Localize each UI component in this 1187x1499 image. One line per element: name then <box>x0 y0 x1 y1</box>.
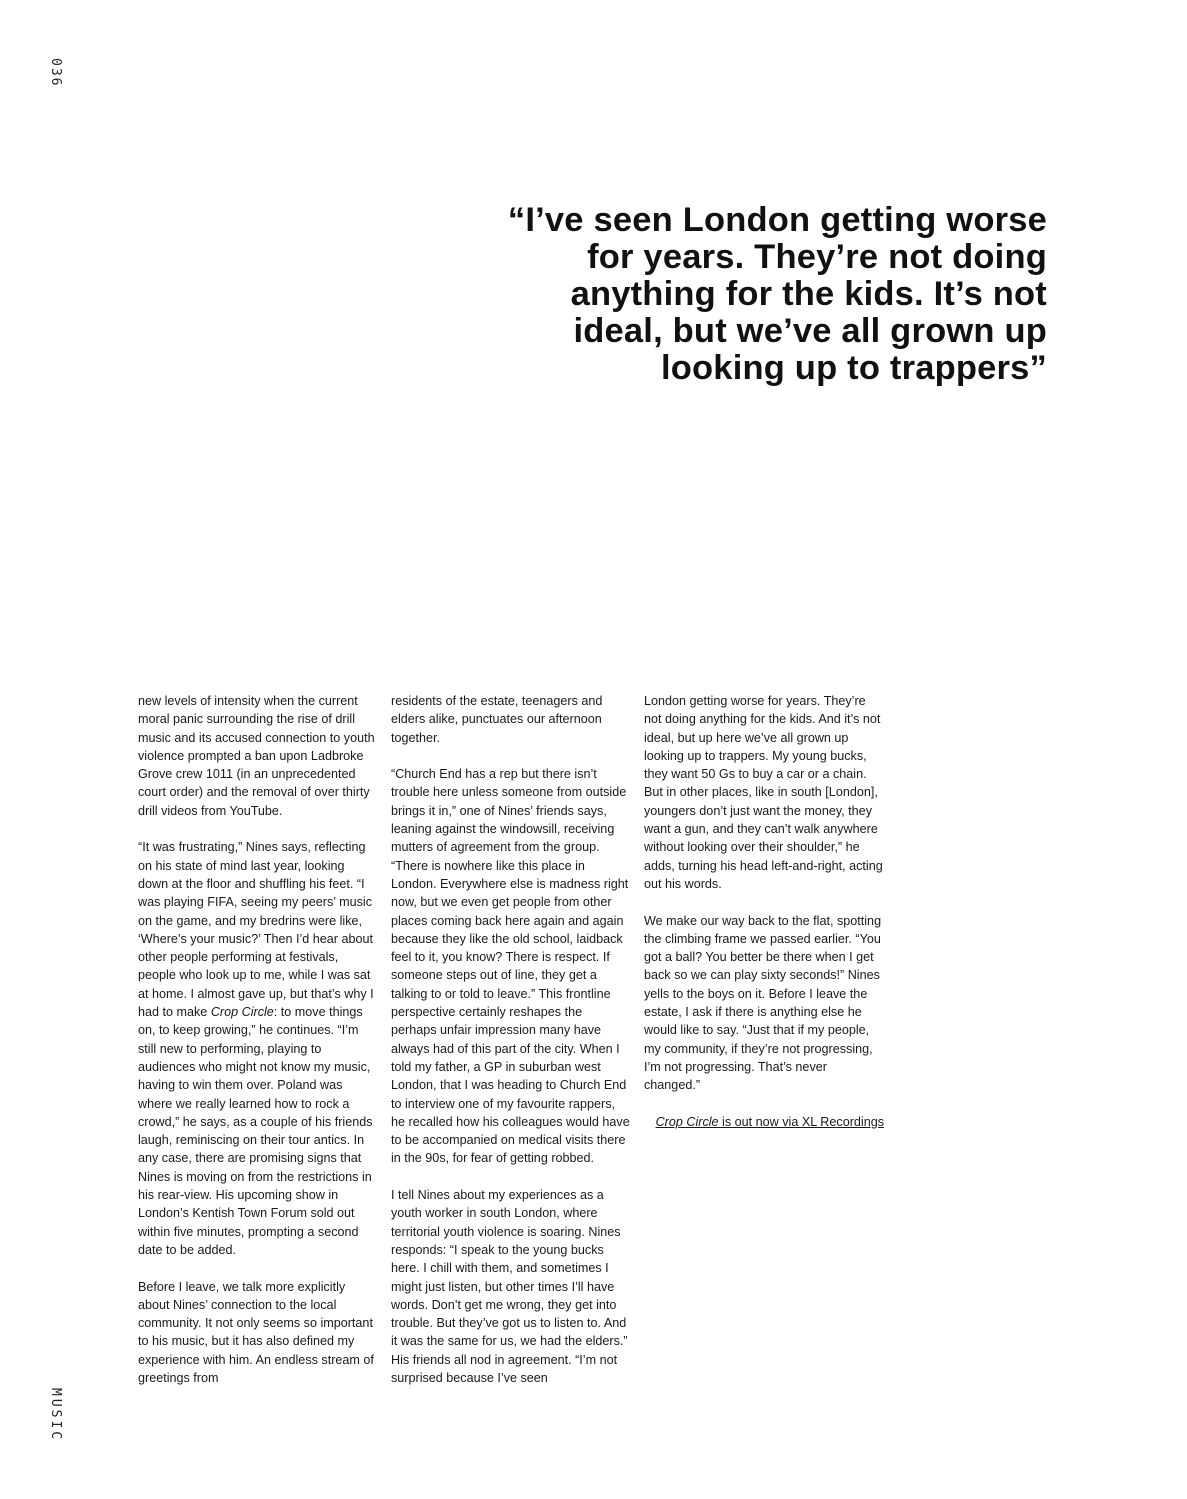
release-credit <box>644 1113 884 1131</box>
paragraph: London getting worse for years. They’re not doing anything for the kids. And it’s not ideal, but up here we’ve all grown up looking up to trappers. My young bucks, they want 50 Gs to buy a car or a chain. But in other places, like in south [London], youngers don’t just want the money, they want a gun, and they can’t walk anywhere without looking over their shoulder,” he adds, turning his head left-and-right, acting out his words. <box>644 694 883 891</box>
credit-text: is out now via XL Recordings <box>718 1114 884 1129</box>
section-label: MUSIC <box>48 1388 63 1443</box>
paragraph: I tell Nines about my experiences as a youth worker in south London, where territorial youth violence is soaring. Nines responds: “I speak to the young bucks here. I chill with them, and sometimes I might just listen, but other times I’ll have words. Don’t get me wrong, they get into trouble. But they’ve got us to listen to. And it was the same for us, we had the elders.” His friends all nod in agreement. “I’m not surprised because I’ve seen <box>391 1188 628 1385</box>
paragraph-text: “It was frustrating,” Nines says, reflecting on his state of mind last year, looking down at the floor and shuffling his feet. “I was playing FIFA, seeing my peers’ music on the game, and my bredrins were like, ‘Where’s your music?’ Then I’d hear about other people performing at festivals, people who look up to me, while I was sat at home. I almost gave up, but that’s why I had to make <box>138 840 374 1020</box>
paragraph: new levels of intensity when the current moral panic surrounding the rise of drill music and its accused connection to youth violence prompted a ban upon Ladbroke Grove crew 1011 (in an unprecedented court order) and the removal of over thirty drill videos from YouTube. <box>138 694 375 818</box>
album-title: Crop Circle <box>655 1114 719 1129</box>
article-column-3 <box>644 692 884 1131</box>
page-number: 036 <box>48 58 63 88</box>
paragraph-text: : to move things on, to keep growing,” he continues. “I’m still new to performing, playing to audiences who might not know my music, having to win them over. Poland was where we really learned how to rock a crowd,” he says, as a couple of his friends laugh, reminiscing on their tour antics. In any case, there are promising signs that Nines is moving on from the restrictions in his rear-view. His upcoming show in London’s Kentish Town Forum sold out within five minutes, prompting a second date to be added. <box>138 1005 373 1257</box>
paragraph: We make our way back to the flat, spotting the climbing frame we passed earlier. “You got a ball? You better be there when I get back so we can play sixty seconds!” Nines yells to the boys on it. Before I leave the estate, I ask if there is anything else he would like to say. “Just that if my people, my community, if they’re not progressing, I’m not progressing. That’s never changed.” <box>644 913 882 1093</box>
paragraph <box>138 838 378 1259</box>
album-title: Crop Circle <box>210 1005 274 1020</box>
paragraph: residents of the estate, teenagers and elders alike, punctuates our afternoon together. <box>391 694 603 745</box>
article-column-1 <box>138 692 378 1387</box>
article-column-2 <box>391 692 631 1387</box>
paragraph: “Church End has a rep but there isn’t trouble here unless someone from outside brings it in,” one of Nines’ friends says, leaning against the windowsill, receiving mutters of agreement from the group. “There is nowhere like this place in London. Everywhere else is madness right now, but we even get people from other places coming back here again and again because they like the old school, laidback feel to it, you know? There is respect. If someone steps out of line, they get a talking to or told to leave.” This frontline perspective certainly reshapes the perhaps unfair impression many have always had of this part of the city. When I told my father, a GP in suburban west London, that I was heading to Church End to interview one of my favourite rappers, he recalled how his colleagues would have to be accompanied on medical visits there in the 90s, for fear of getting robbed. <box>391 767 630 1166</box>
pull-quote: “I’ve seen London getting worse for years. They’re not doing anything for the kids. It’s not ideal, but we’ve all grown up looking up to trappers” <box>507 201 1047 387</box>
paragraph: Before I leave, we talk more explicitly about Nines’ connection to the local community. It not only seems so important to his music, but it has also defined my experience with him. An endless stream of greetings from <box>138 1279 374 1385</box>
